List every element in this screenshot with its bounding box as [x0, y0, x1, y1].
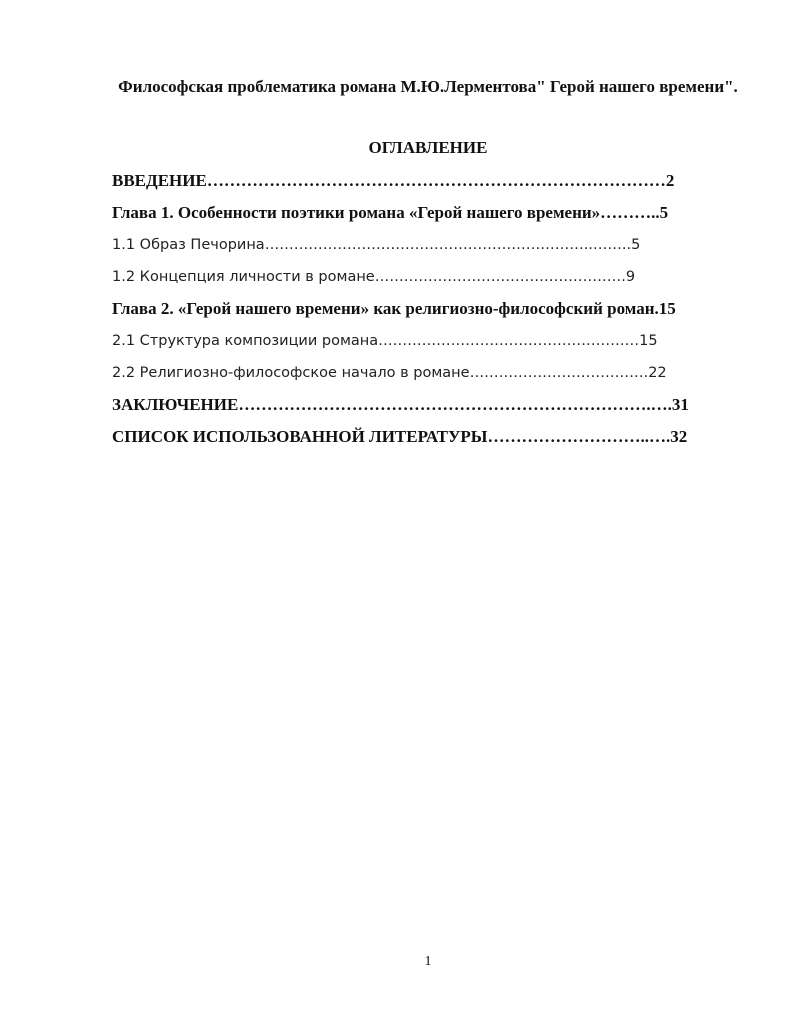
document-title: Философская проблематика романа М.Ю.Лерментова" Герой нашего времени".: [118, 77, 738, 96]
toc-heading: ОГЛАВЛЕНИЕ: [368, 138, 488, 157]
toc-entry-section-2-2: 2.2 Религиозно-философское начало в романе……………………………….22: [112, 365, 667, 381]
toc-entry-conclusion: ЗАКЛЮЧЕНИЕ……………………………………………………………….….31: [112, 395, 689, 414]
toc-entry-introduction: ВВЕДЕНИЕ………………………………………………………………………2: [112, 171, 675, 190]
toc-entry-section-1-1: 1.1 Образ Печорина…………………………………………………………..……..5: [112, 237, 641, 253]
toc-entry-section-2-1: 2.1 Структура композиции романа………………………………………………15: [112, 333, 658, 349]
toc-entry-section-1-2: 1.2 Концепция личности в романе…………………………………………….9: [112, 269, 636, 285]
toc-entry-bibliography: СПИСОК ИСПОЛЬЗОВАННОЙ ЛИТЕРАТУРЫ………………………..….32: [112, 427, 688, 446]
toc-entry-chapter-2: Глава 2. «Герой нашего времени» как религиозно-философский роман.15: [112, 299, 676, 318]
toc-entry-chapter-1: Глава 1. Особенности поэтики романа «Герой нашего времени»………..5: [112, 203, 669, 222]
table-of-contents: [112, 166, 752, 454]
page-number: 1: [424, 954, 432, 969]
